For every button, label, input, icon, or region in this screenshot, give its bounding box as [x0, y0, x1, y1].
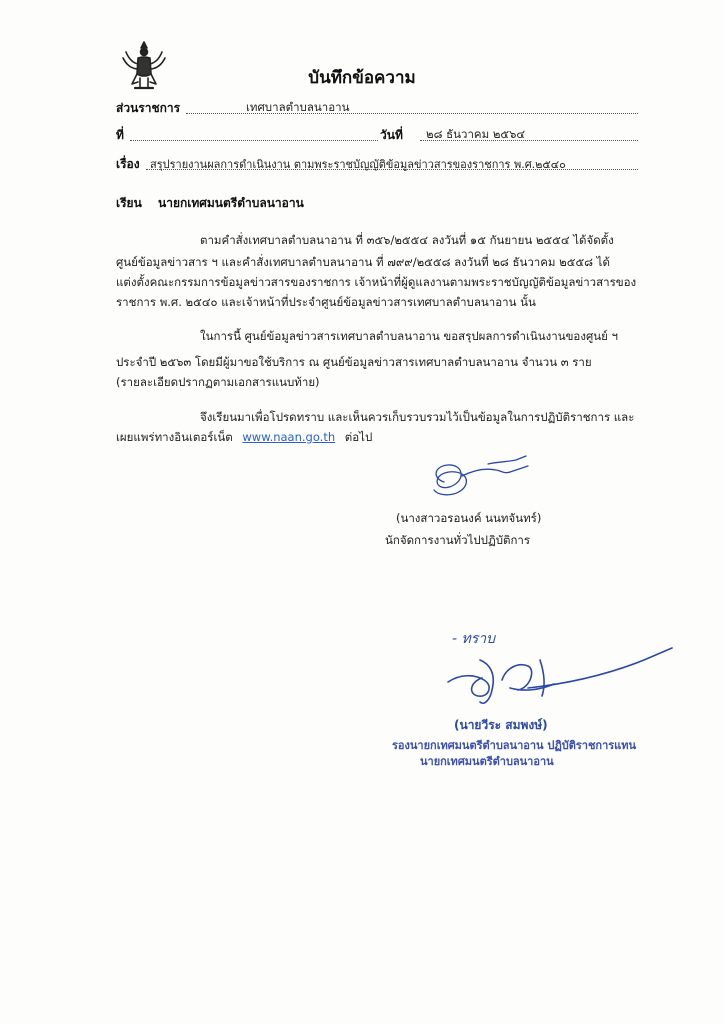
paragraph3-line2-suffix: ต่อไป: [344, 430, 373, 444]
paragraph1-line2: ศูนย์ข้อมูลข่าวสาร ฯ และคำสั่งเทศบาลตำบลนาอาน ที่ ๗๙๙/๒๕๕๘ ลงวันที่ ๒๘ ธันวาคม ๒๕๕๘ ได้: [116, 255, 610, 269]
paragraph1-line3: แต่งตั้งคณะกรรมการข้อมูลข่าวสารของราชการ เจ้าหน้าที่ผู้ดูแลงานตามพระราชบัญญัติข้อมูลข่าวสารของ: [116, 275, 637, 289]
paragraph1-line1: ตามคำสั่งเทศบาลตำบลนาอาน ที่ ๓๕๖/๒๕๕๔ ลงวันที่ ๑๕ กันยายน ๒๕๕๔ ได้จัดตั้ง: [200, 233, 614, 247]
signer1-name: (นางสาวอรอนงค์ นนทจันทร์): [396, 511, 542, 525]
paragraph3-line2: [116, 427, 372, 448]
paragraph2-line2: ประจำปี ๒๕๖๓ โดยมีผู้มาขอใช้บริการ ณ ศูนย์ข้อมูลข่าวสารเทศบาลตำบลนาอาน จำนวน ๓ ราย: [116, 355, 592, 369]
signer2-title-line1: รองนายกเทศมนตรีตำบลนาอาน ปฏิบัติราชการแทน: [392, 739, 637, 752]
subject-label: เรื่อง: [116, 157, 140, 171]
subject-value: สรุปรายงานผลการดำเนินงาน ตามพระราชบัญญัติข้อมูลข่าวสารของราชการ พ.ศ.๒๕๔๐: [150, 158, 566, 171]
signature-2-icon: [444, 640, 676, 712]
signature-1-icon: [426, 452, 536, 504]
date-value: ๒๘ ธันวาคม ๒๕๖๔: [426, 127, 526, 141]
memo-title: บันทึกข้อความ: [308, 68, 416, 88]
signer2-name: (นายวีระ สมพงษ์): [454, 718, 548, 732]
salutation-recipient: นายกเทศมนตรีตำบลนาอาน: [158, 196, 304, 210]
website-link[interactable]: www.naan.go.th: [242, 430, 336, 444]
approval-note: - ทราบ: [452, 631, 495, 647]
salutation-label: เรียน: [116, 196, 142, 210]
department-value: เทศบาลตำบลนาอาน: [246, 100, 350, 114]
paragraph3-line1: จึงเรียนมาเพื่อโปรดทราบ และเห็นควรเก็บรวบรวมไว้เป็นข้อมูลในการปฏิบัติราชการ และ: [200, 410, 635, 424]
paragraph2-line3: (รายละเอียดปรากฏตามเอกสารแนบท้าย): [116, 375, 320, 389]
date-label: วันที่: [380, 128, 403, 142]
reference-label: ที่: [116, 128, 124, 142]
reference-dotline: [130, 140, 378, 141]
paragraph2-line1: ในการนี้ ศูนย์ข้อมูลข่าวสารเทศบาลตำบลนาอาน ขอสรุปผลการดำเนินงานของศูนย์ ฯ: [200, 329, 618, 343]
paragraph3-line2-prefix: เผยแพร่ทางอินเตอร์เน็ต: [116, 430, 233, 444]
signer2-title-line2: นายกเทศมนตรีตำบลนาอาน: [420, 755, 554, 768]
signer1-title: นักจัดการงานทั่วไปปฏิบัติการ: [385, 533, 531, 547]
paragraph1-line4: ราชการ พ.ศ. ๒๕๔๐ และเจ้าหน้าที่ประจำศูนย์ข้อมูลข่าวสารเทศบาลตำบลนาอาน นั้น: [116, 295, 536, 309]
department-label: ส่วนราชการ: [116, 101, 181, 115]
